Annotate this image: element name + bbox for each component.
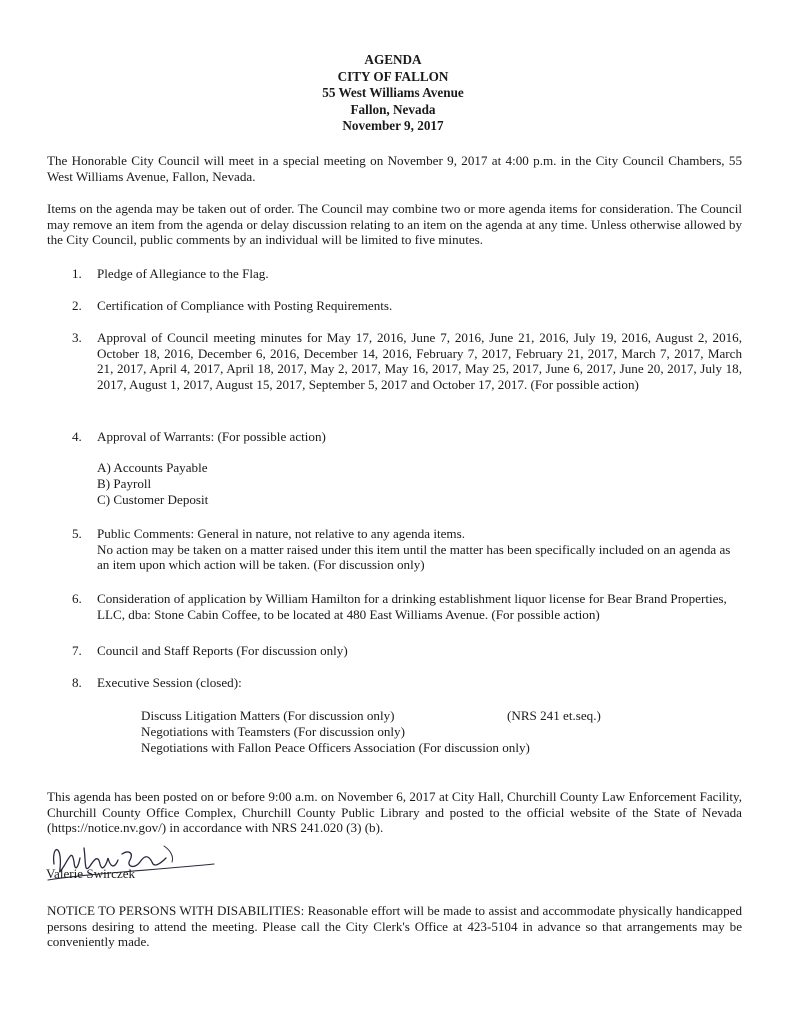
header-location: Fallon, Nevada bbox=[350, 101, 436, 117]
agenda-item-1 bbox=[72, 266, 742, 282]
item-number: 5. bbox=[72, 526, 82, 541]
item-number: 1. bbox=[72, 266, 82, 281]
item-number: 8. bbox=[72, 675, 82, 690]
agenda-item-2 bbox=[72, 298, 742, 314]
item-number: 4. bbox=[72, 429, 82, 444]
session-peace-officers: Negotiations with Fallon Peace Officers Association (For discussion only) bbox=[141, 740, 530, 755]
warrant-payroll: B) Payroll bbox=[97, 476, 152, 491]
item-text: Council and Staff Reports (For discussion only) bbox=[97, 643, 348, 658]
item-text: Executive Session (closed): bbox=[97, 675, 242, 690]
posting-paragraph: This agenda has been posted on or before 9:00 a.m. on November 6, 2017 at City Hall, Churchill County Law Enforcement Facility, Churchill County Office Complex, Churchill County Public Library and posted to the official website of the State of Nevada (https://notice.nv.gov/) in accordance with NRS 241.020 (3) (b). bbox=[47, 789, 742, 836]
item-text: Certification of Compliance with Posting Requirements. bbox=[97, 298, 393, 313]
agenda-item-7 bbox=[72, 643, 742, 659]
item-text: Public Comments: General in nature, not relative to any agenda items. bbox=[97, 526, 465, 541]
item-number: 2. bbox=[72, 298, 82, 313]
header-title: AGENDA bbox=[364, 52, 422, 67]
agenda-item-5 bbox=[72, 526, 742, 573]
agenda-item-4 bbox=[72, 429, 742, 445]
session-litigation: Discuss Litigation Matters (For discussion only) bbox=[141, 708, 395, 723]
item-number: 6. bbox=[72, 591, 82, 606]
disabilities-notice: NOTICE TO PERSONS WITH DISABILITIES: Reasonable effort will be made to assist and accommodate physically handicapped persons desiring to attend the meeting. Please call the City Clerk's Office at 423-5104 in advance so that arrangements may be conveniently made. bbox=[47, 903, 742, 950]
warrant-customer-deposit: C) Customer Deposit bbox=[97, 492, 209, 507]
warrant-accounts-payable: A) Accounts Payable bbox=[97, 460, 208, 475]
header-date: November 9, 2017 bbox=[342, 118, 444, 133]
rules-paragraph: Items on the agenda may be taken out of order. The Council may combine two or more agenda items for consideration. The Council may remove an item from the agenda or delay discussion relating to an item on the agenda at any time. Unless otherwise allowed by the City Council, public comments by an individual will be limited to five minutes. bbox=[47, 201, 742, 248]
session-nrs-reference: (NRS 241 et.seq.) bbox=[507, 708, 601, 723]
item-text: Approval of Council meeting minutes for May 17, 2016, June 7, 2016, June 21, 2016, July 19, 2016, August 2, 2016, October 18, 2016, December 6, 2016, December 14, 2016, February 7, 2017, February 21, 2017, March 7, 2017, March 21, 2017, April 4, 2017, April 18, 2017, May 2, 2017, May 16, 2017, May 25, 2017, June 6, 2017, June 20, 2017, July 18, 2017, August 1, 2017, August 15, 2017, September 5, 2017 and October 17, 2017. (For possible action) bbox=[97, 330, 742, 392]
agenda-item-8 bbox=[72, 675, 742, 691]
agenda-header bbox=[0, 52, 786, 135]
header-address: 55 West Williams Avenue bbox=[322, 85, 464, 100]
item-number: 7. bbox=[72, 643, 82, 658]
agenda-item-6 bbox=[72, 591, 742, 622]
item-text: Pledge of Allegiance to the Flag. bbox=[97, 266, 269, 281]
signature-name: Valerie Swirczek bbox=[46, 866, 136, 881]
agenda-item-3 bbox=[72, 330, 742, 392]
item-text-detail: No action may be taken on a matter raised under this item until the matter has been specifically included on an agenda as an item upon which action will be taken. (For discussion only) bbox=[97, 541, 731, 573]
item-number: 3. bbox=[72, 330, 82, 345]
item-text: Approval of Warrants: (For possible action) bbox=[97, 429, 326, 444]
header-city: CITY OF FALLON bbox=[337, 68, 449, 84]
item-text: Consideration of application by William Hamilton for a drinking establishment liquor license for Bear Brand Properties, LLC, dba: Stone Cabin Coffee, to be located at 480 East Williams Avenue. (For possible action) bbox=[97, 591, 727, 622]
intro-paragraph: The Honorable City Council will meet in a special meeting on November 9, 2017 at 4:00 p.m. in the City Council Chambers, 55 West Williams Avenue, Fallon, Nevada. bbox=[47, 153, 742, 184]
session-teamsters: Negotiations with Teamsters (For discussion only) bbox=[141, 724, 405, 739]
